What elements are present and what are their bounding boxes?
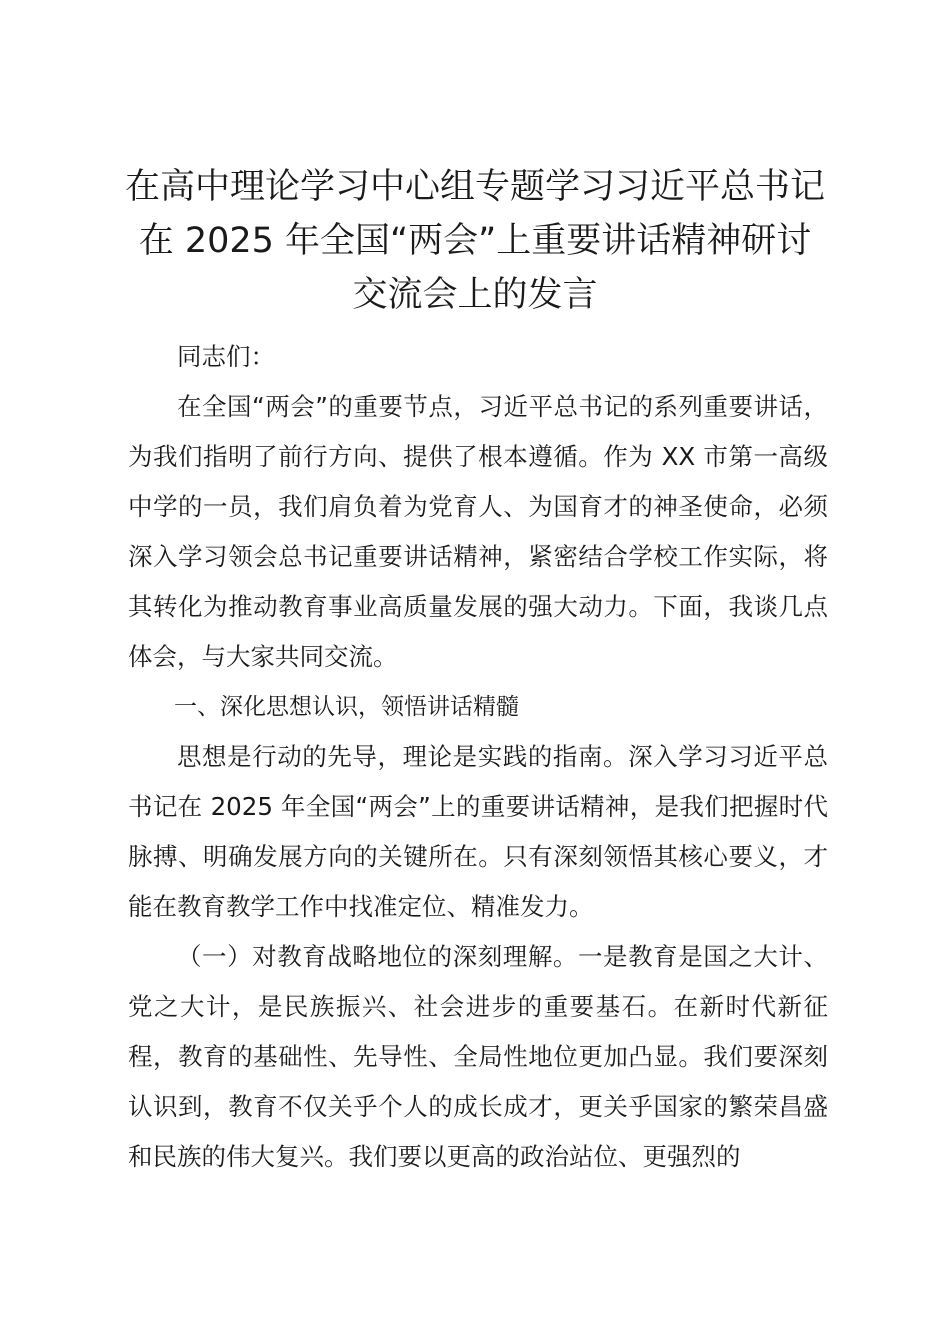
title-line: 交流会上的发言	[352, 275, 598, 315]
section-heading: 一、深化思想认识，领悟讲话精髓	[174, 694, 519, 720]
intro-paragraph: 在全国“两会”的重要节点，习近平总书记的系列重要讲话，为我们指明了前行方向、提供了根本遵循。作为 XX 市第一高级中学的一员，我们肩负着为党育人、为国育才的神圣使命，必须深入学习领会总书记重要讲话精神，紧密结合学校工作实际，将其转化为推动教育事业高质量发展的强大动力。下面，我谈几点体会，与大家共同交流。	[128, 392, 828, 671]
document-body	[128, 332, 828, 1182]
salutation: 同志们：	[177, 342, 275, 371]
title-line: 在 2025 年全国“两会”上重要讲话精神研讨	[138, 221, 812, 261]
title-line: 在高中理论学习中心组专题学习习近平总书记	[124, 167, 825, 207]
body-paragraph: （一）对教育战略地位的深刻理解。一是教育是国之大计、党之大计，是民族振兴、社会进步的重要基石。在新时代新征程，教育的基础性、先导性、全局性地位更加凸显。我们要深刻认识到，教育不仅关乎个人的成长成才，更关乎国家的繁荣昌盛和民族的伟大复兴。我们要以更高的政治站位、更强烈的	[128, 942, 828, 1171]
body-paragraph: 思想是行动的先导，理论是实践的指南。深入学习习近平总书记在 2025 年全国“两会”上的重要讲话精神，是我们把握时代脉搏、明确发展方向的关键所在。只有深刻领悟其核心要义，才能在教育教学工作中找准定位、精准发力。	[128, 742, 828, 921]
document-title	[110, 160, 840, 322]
